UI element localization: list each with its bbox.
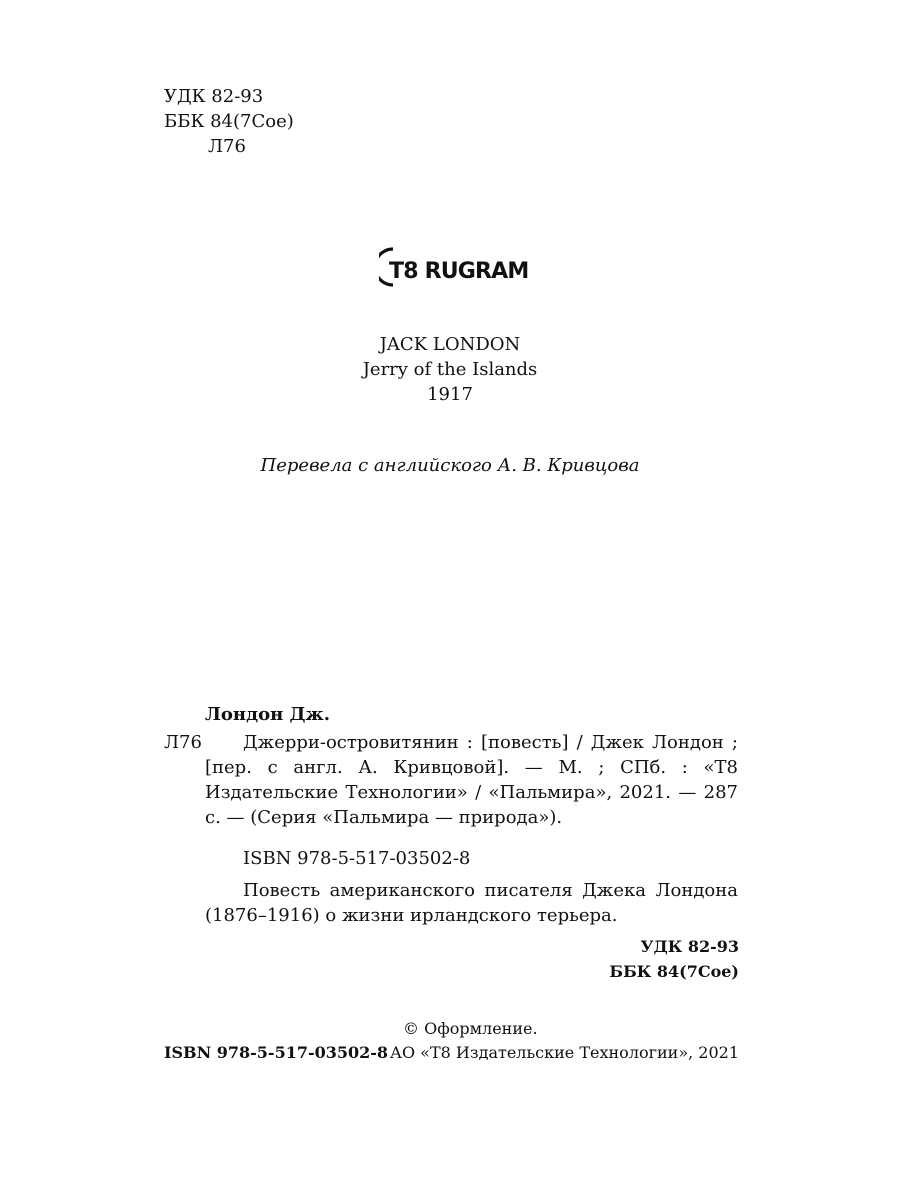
- original-author: JACK LONDON: [379, 334, 521, 355]
- catalog-annotation: Повесть американского писателя Джека Лондона (1876–1916) о жизни ирландского терьера.: [205, 880, 738, 926]
- catalog-isbn: ISBN 978-5-517-03502-8: [243, 848, 471, 869]
- original-title: Jerry of the Islands: [362, 359, 538, 380]
- classification-block-top: [164, 84, 294, 159]
- publisher-logo: [379, 244, 529, 290]
- bbk-code: ББК 84(7Сое): [164, 111, 294, 132]
- translator-line: Перевела с английского А. В. Кривцова: [260, 455, 640, 476]
- footer-isbn: ISBN 978-5-517-03502-8: [164, 1043, 389, 1062]
- logo-text: T8 RUGRAM: [389, 259, 529, 284]
- catalog-description: Джерри-островитянин : [повесть] / Джек Лондон ; [пер. с англ. А. Кривцовой]. — М. ; СПб. : «Т8 Издательские Технологии» / «Пальмира», 2021. — 287 с. — (Серия «Пальмира — природа»).: [205, 732, 738, 828]
- original-year: 1917: [427, 384, 473, 405]
- bbk-code-bottom: ББК 84(7Сое): [609, 962, 739, 981]
- classification-block-bottom: [609, 934, 739, 984]
- udk-code: УДК 82-93: [164, 86, 264, 107]
- original-title-block: [0, 332, 900, 407]
- catalog-author-heading: Лондон Дж.: [205, 704, 330, 725]
- catalog-index: Л76: [164, 732, 202, 753]
- author-mark: Л76: [208, 136, 246, 157]
- copyright-holder: АО «Т8 Издательские Технологии», 2021: [389, 1043, 739, 1062]
- udk-code-bottom: УДК 82-93: [640, 937, 739, 956]
- copyright-label: © Оформление.: [403, 1019, 538, 1038]
- rugram-logo-icon: [379, 244, 529, 290]
